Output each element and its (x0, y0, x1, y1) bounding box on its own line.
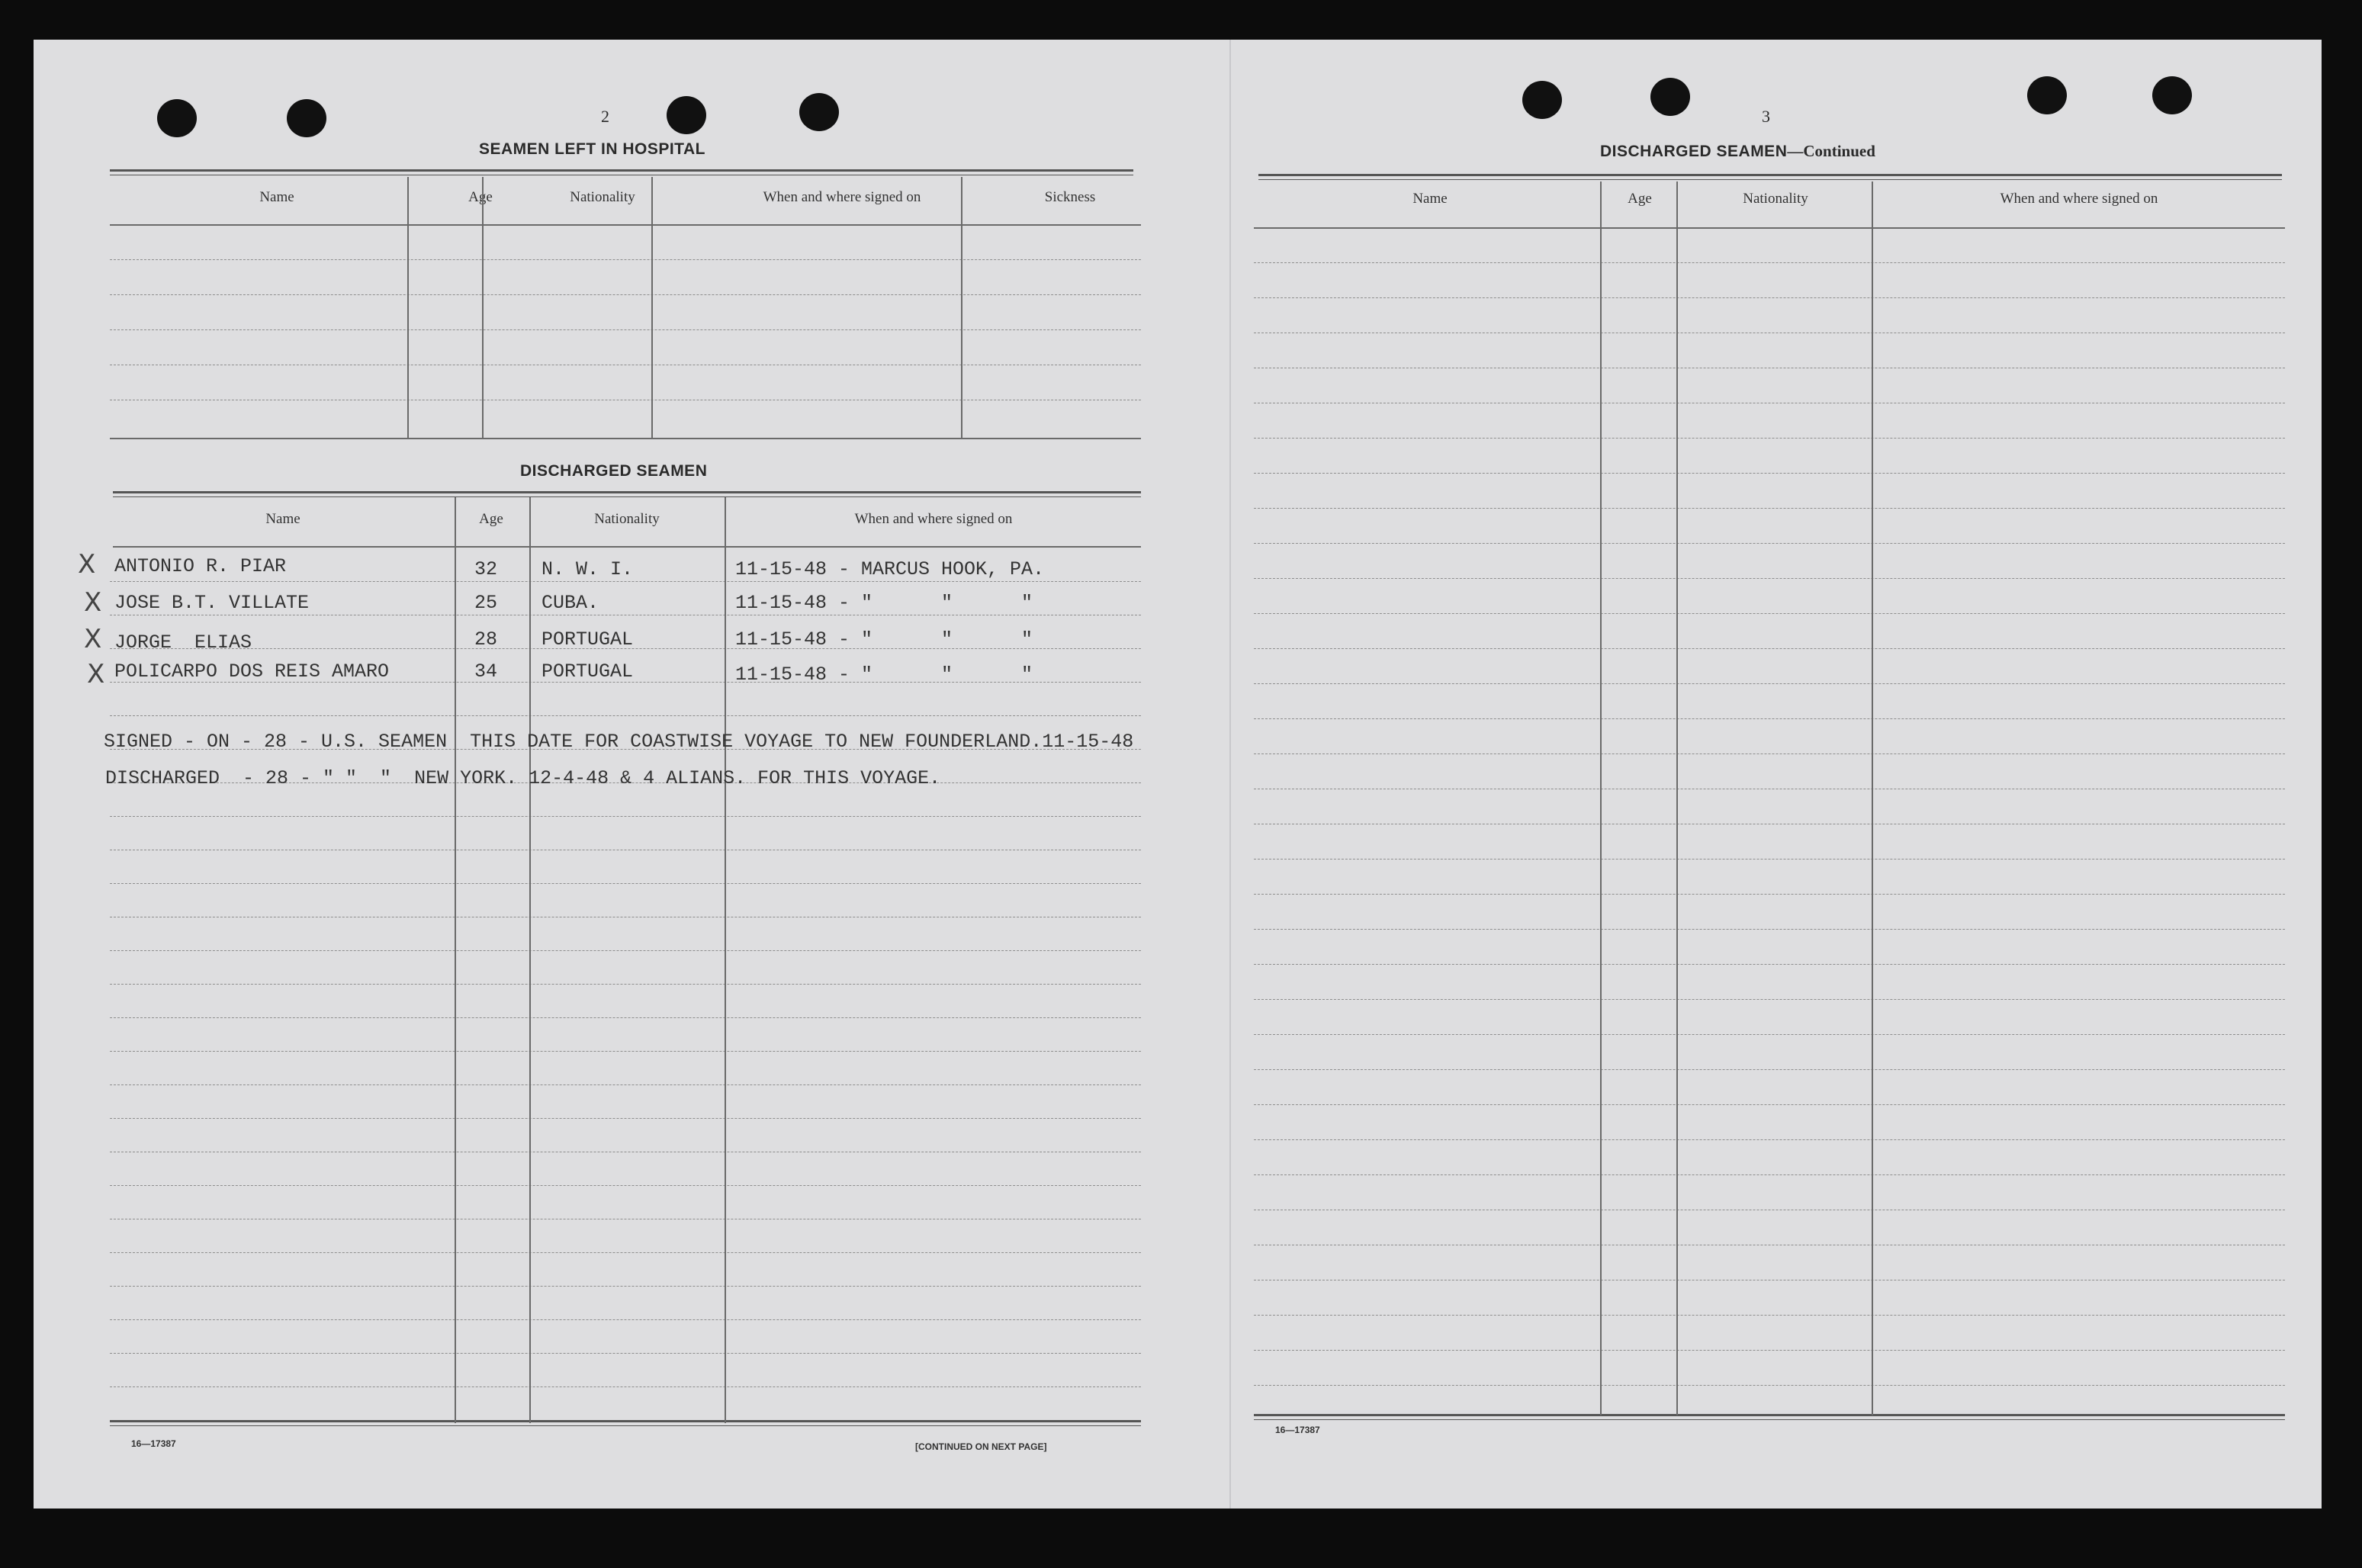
hospital-col-divider (961, 177, 962, 438)
right-row-line (1254, 859, 2285, 860)
hospital-col-name: Name (259, 189, 294, 205)
hospital-col-divider (482, 177, 484, 438)
punch-hole (2027, 76, 2067, 114)
discharged-col-signed-on: When and where signed on (854, 511, 1013, 527)
continued-note: [CONTINUED ON NEXT PAGE] (915, 1441, 1047, 1452)
document-sheet (34, 40, 2322, 1509)
right-col-signed-on: When and where signed on (2000, 191, 2158, 207)
hospital-col-nationality: Nationality (570, 189, 635, 205)
hospital-col-sickness: Sickness (1044, 189, 1096, 205)
seaman-signed-on: 11-15-48 - " " " (735, 628, 1033, 651)
discharged-row-line (110, 1386, 1141, 1387)
right-row-line (1254, 1315, 2285, 1316)
hospital-col-age: Age (468, 189, 493, 205)
right-row-line (1254, 683, 2285, 684)
right-row-line (1254, 508, 2285, 509)
right-row-line (1254, 1174, 2285, 1175)
discharged-continued-title (1600, 142, 1875, 161)
check-mark: X (87, 659, 105, 689)
right-row-line (1254, 718, 2285, 719)
seaman-name: JORGE ELIAS (114, 631, 252, 654)
discharged-row-line (110, 1185, 1141, 1186)
discharged-note: DISCHARGED - 28 - " " " NEW YORK. 12-4-48 & 4 ALIANS. FOR THIS VOYAGE. (105, 767, 941, 789)
check-mark: X (84, 624, 102, 654)
hospital-col-signed-on: When and where signed on (763, 189, 921, 205)
discharged-col-name: Name (265, 511, 300, 527)
right-row-line (1254, 894, 2285, 895)
punch-hole (1522, 81, 1562, 119)
seaman-signed-on: 11-15-48 - " " " (735, 664, 1033, 686)
right-row-line (1254, 473, 2285, 474)
hospital-col-divider (407, 177, 409, 438)
seaman-name: JOSE B.T. VILLATE (114, 592, 310, 614)
discharged-row-line (110, 715, 1141, 716)
right-header-rule (1254, 227, 2285, 229)
right-col-divider (1676, 182, 1678, 1415)
right-row-line (1254, 297, 2285, 298)
right-row-line (1254, 1034, 2285, 1035)
right-col-nationality: Nationality (1743, 191, 1808, 207)
right-row-line (1254, 1104, 2285, 1105)
seaman-age: 32 (474, 558, 498, 580)
right-table-bottom-rule (1254, 1414, 2285, 1416)
right-row-line (1254, 1350, 2285, 1351)
discharged-row-line (110, 950, 1141, 951)
form-number-left: 16—17387 (131, 1438, 176, 1449)
right-row-line (1254, 964, 2285, 965)
right-row-line (1254, 929, 2285, 930)
hospital-header-rule (110, 224, 1141, 226)
punch-hole (157, 99, 197, 137)
seaman-age: 34 (474, 660, 498, 683)
right-row-line (1254, 1385, 2285, 1386)
discharged-header-rule (113, 546, 1141, 548)
discharged-row-line (110, 1319, 1141, 1320)
page-number-left: 2 (601, 107, 609, 126)
discharged-continued-title-main: DISCHARGED SEAMEN (1600, 143, 1788, 160)
right-col-age: Age (1628, 191, 1652, 207)
right-row-line (1254, 613, 2285, 614)
hospital-table-top-rule (110, 169, 1133, 172)
discharged-row-line (110, 1353, 1141, 1354)
check-mark: X (84, 587, 102, 618)
discharged-row-line (110, 581, 1141, 582)
discharged-col-divider (455, 497, 456, 1423)
seaman-signed-on: 11-15-48 - MARCUS HOOK, PA. (735, 558, 1045, 580)
discharged-col-divider (725, 497, 726, 1423)
discharged-row-line (110, 1252, 1141, 1253)
seaman-age: 28 (474, 628, 498, 651)
seaman-nationality: N. W. I. (541, 558, 634, 580)
right-row-line (1254, 578, 2285, 579)
seaman-age: 25 (474, 592, 498, 614)
hospital-table-bottom-rule (110, 438, 1141, 439)
right-row-line (1254, 648, 2285, 649)
discharged-row-line (110, 1286, 1141, 1287)
hospital-row-line (110, 294, 1141, 295)
left-page-bottom-rule (110, 1420, 1141, 1422)
page-fold (1229, 40, 1231, 1509)
seaman-signed-on: 11-15-48 - " " " (735, 592, 1033, 614)
punch-hole (1650, 78, 1690, 116)
hospital-section-title: SEAMEN LEFT IN HOSPITAL (479, 140, 705, 158)
discharged-row-line (110, 984, 1141, 985)
seaman-nationality: PORTUGAL (541, 660, 634, 683)
right-row-line (1254, 1139, 2285, 1140)
discharged-col-divider (529, 497, 531, 1423)
discharged-row-line (110, 1084, 1141, 1085)
discharged-row-line (110, 1051, 1141, 1052)
seaman-nationality: PORTUGAL (541, 628, 634, 651)
page-number-right: 3 (1762, 107, 1770, 126)
seaman-nationality: CUBA. (541, 592, 599, 614)
right-row-line (1254, 438, 2285, 439)
punch-hole (667, 96, 706, 134)
hospital-col-divider (651, 177, 653, 438)
right-table-top-rule (1258, 174, 2282, 176)
right-col-name: Name (1412, 191, 1448, 207)
discharged-table-top-rule (113, 491, 1141, 493)
discharged-col-nationality: Nationality (594, 511, 660, 527)
discharged-row-line (110, 816, 1141, 817)
hospital-row-line (110, 259, 1141, 260)
right-col-divider (1600, 182, 1602, 1415)
punch-hole (287, 99, 326, 137)
signed-on-note: SIGNED - ON - 28 - U.S. SEAMEN THIS DATE FOR COASTWISE VOYAGE TO NEW FOUNDERLAND.11-15-48 (104, 731, 1134, 753)
right-row-line (1254, 543, 2285, 544)
right-row-line (1254, 1069, 2285, 1070)
punch-hole (2152, 76, 2192, 114)
discharged-row-line (110, 883, 1141, 884)
discharged-continued-title-suffix: —Continued (1787, 142, 1875, 160)
discharged-row-line (110, 1118, 1141, 1119)
discharged-row-line (110, 1017, 1141, 1018)
form-number-right: 16—17387 (1275, 1425, 1320, 1435)
discharged-section-title: DISCHARGED SEAMEN (520, 462, 708, 480)
discharged-col-age: Age (479, 511, 503, 527)
punch-hole (799, 93, 839, 131)
seaman-name: POLICARPO DOS REIS AMARO (114, 660, 390, 683)
check-mark: X (78, 549, 96, 580)
right-row-line (1254, 999, 2285, 1000)
hospital-row-line (110, 329, 1141, 330)
right-row-line (1254, 753, 2285, 754)
seaman-name: ANTONIO R. PIAR (114, 555, 287, 577)
right-row-line (1254, 262, 2285, 263)
right-col-divider (1872, 182, 1873, 1415)
